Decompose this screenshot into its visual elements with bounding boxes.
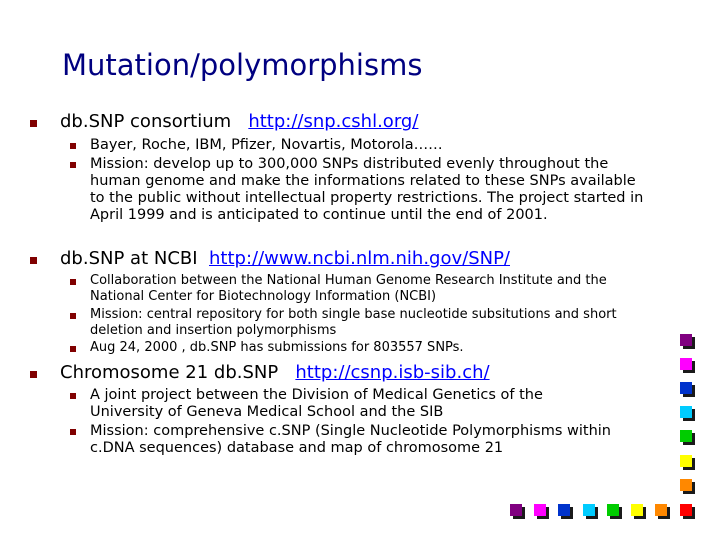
section-link[interactable]: http://csnp.isb-sib.ch/ <box>295 362 490 383</box>
deco-square <box>680 334 692 346</box>
deco-square <box>680 358 692 370</box>
bullet-icon <box>30 371 37 378</box>
section-title: db.SNP at NCBI <box>60 248 198 269</box>
bullet-icon <box>70 393 76 399</box>
list-item: Mission: comprehensive c.SNP (Single Nucleotide Polymorphisms within c.DNA sequences) database and map of chromosome 21 <box>90 423 611 456</box>
section-heading <box>60 362 490 383</box>
bullet-icon <box>30 120 37 127</box>
list-item: A joint project between the Division of Medical Genetics of the University of Geneva Medical School and the SIB <box>90 387 543 420</box>
deco-square <box>680 406 692 418</box>
section-title: Chromosome 21 db.SNP <box>60 362 279 383</box>
list-item: Aug 24, 2000 , db.SNP has submissions for 803557 SNPs. <box>90 340 464 355</box>
list-item: Collaboration between the National Human Genome Research Institute and the National Center for Biotechnology Information (NCBI) <box>90 273 607 304</box>
deco-square <box>631 504 643 516</box>
deco-square <box>680 504 692 516</box>
list-item: Bayer, Roche, IBM, Pfizer, Novartis, Motorola…… <box>90 137 443 153</box>
list-item: Mission: develop up to 300,000 SNPs distributed evenly throughout the human genome and make the informations related to these SNPs available to the public without intellectual property restrictions. The project started in April 1999 and is anticipated to continue until the end of 2001. <box>90 156 644 223</box>
section-link[interactable]: http://www.ncbi.nlm.nih.gov/SNP/ <box>209 248 510 269</box>
section-title: db.SNP consortium <box>60 111 232 132</box>
deco-square <box>680 430 692 442</box>
bullet-icon <box>70 279 76 285</box>
bullet-icon <box>70 162 76 168</box>
bullet-icon <box>30 257 37 264</box>
deco-square <box>655 504 667 516</box>
deco-square <box>583 504 595 516</box>
slide-title: Mutation/polymorphisms <box>62 48 423 82</box>
section-link[interactable]: http://snp.cshl.org/ <box>248 111 419 132</box>
section-heading <box>60 248 510 269</box>
deco-square <box>680 382 692 394</box>
deco-square <box>680 479 692 491</box>
deco-square <box>534 504 546 516</box>
deco-square <box>680 455 692 467</box>
deco-square <box>558 504 570 516</box>
bullet-icon <box>70 346 76 352</box>
bullet-icon <box>70 313 76 319</box>
bullet-icon <box>70 143 76 149</box>
list-item: Mission: central repository for both single base nucleotide subsitutions and short deletion and insertion polymorphisms <box>90 307 617 338</box>
section-heading <box>60 111 418 132</box>
deco-square <box>607 504 619 516</box>
deco-square <box>510 504 522 516</box>
bullet-icon <box>70 429 76 435</box>
